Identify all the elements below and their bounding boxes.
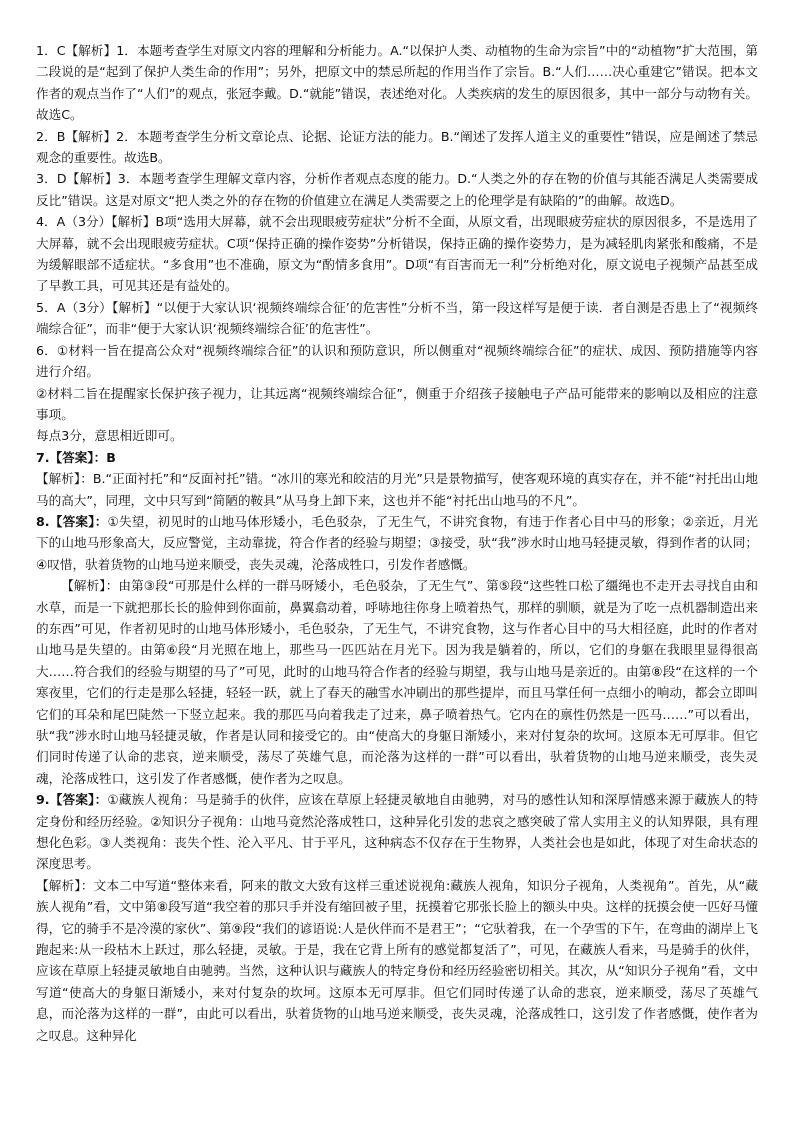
analysis-q7: 【解析】：B.“正面衬托”和“反面衬托”错。“冰川的寒光和皎洁的月光”只是景物描写，使客观环境的真实存在，并不能“衬托出山地马的高大”，同理，文中只写到“简陋的鞍具”从马身上卸下来，这也并不能“衬托出山地马的不凡”。 <box>36 471 758 508</box>
scoring-note: 每点3分，意思相近即可。 <box>36 428 183 444</box>
answer-q5: 5．A（3分）【解析】“以便于大家认识‘视频终端综合征’的危害性”分析不当，第一段这样写是便于读．者自测是否患上了“视频终端综合征”，而非“便于大家认识‘视频终端综合征’的危害性”。 <box>36 299 758 337</box>
answer-text: ①藏族人视角：马是骑手的伙伴，应该在草原上轻捷灵敏地自由驰骋，对马的感性认知和深厚情感来源于藏族人的特定身份和经历经验。②知识分子视角：山地马竟然沦落成牲口，这种异化引发的悲哀之感突破了常人实用主义的认知界限，具有理想化色彩。③人类视角：丧失个性、沦入平凡、甘于平凡，这种病态不仅存在于生物界，人类社会也是如此，体现了对生命状态的深度思考。 <box>36 792 758 872</box>
answer-q3: 3．D【解析】3．本题考查学生理解文章内容，分析作者观点态度的能力。D.“人类之外的存在物的价值与其能否满足人类需要成反比”错误。这是对原文“把人类之外的存在物的价值建立在满足人类需要之上的伦理学是有缺陷的”的曲解。故选D。 <box>36 171 758 208</box>
answer-q7 <box>36 447 758 468</box>
answer-key-page <box>36 40 758 1046</box>
answer-label: 8.【答案】： <box>36 513 108 529</box>
answer-q9 <box>36 789 758 875</box>
answer-label: 7.【答案】： <box>36 449 107 465</box>
answer-q4: 4．A（3分）【解析】B项“选用大屏幕，就不会出现眼疲劳症状”分析不全面，从原文看，出现眼疲劳症状的原因很多，不是选用了大屏幕，就不会出现眼疲劳症状。C项“保持正确的操作姿势”分析错误，保持正确的操作姿势力，是为减轻肌肉紧张和酸痛，不是为缓解眼部不适症状。“多食用”也不准确，原文为“酌情多食用”。D项“有百害而无一利”分析绝对化，原文说电子视频产品甚至成了早教工具，可见其还是有益处的。 <box>36 214 758 294</box>
answer-q2: 2．B【解析】2．本题考查学生分析文章论点、论据、论证方法的能力。B.“阐述了发挥人道主义的重要性”错误，应是阐述了禁忌观念的重要性。故选B。 <box>36 128 758 166</box>
answer-q1: 1．C【解析】1．本题考查学生对原文内容的理解和分析能力。A.“以保护人类、动植物的生命为宗旨”中的“动植物”扩大范围，第二段说的是“起到了保护人类生命的作用”；另外，把原文中的禁忌所起的作用当作了宗旨。B.“人们……决心重建它”错误。把本文作者的观点当作了“人们”的观点，张冠李戴。D.“就能”错误，表述绝对化。人类疾病的发生的原因很多，其中一部分与动物有关。故选C。 <box>36 43 758 123</box>
answer-q6-point2: ②材料二旨在提醒家长保护孩子视力，让其远离“视频终端综合征”，侧重于介绍孩子接触电子产品可能带来的影响以及相应的注意事项。 <box>36 385 758 422</box>
analysis-q8: 【解析】：由第③段“可那是什么样的一群马呀矮小，毛色驳杂，了无生气”、第⑤段“这些牲口松了缰绳也不走开去寻找自由和水草，而是一下就把那长长的脸伸到你面前，鼻翼翕动着，呼哧地往你身上喷着热气，那样的驯顺，就是为了吃一点机器制造出来的东西”可见，作者初见时的山地马体形矮小，毛色驳杂，了无生气，不讲究食物，这与作者心目中的马大相径庭，此时的作者对山地马是失望的。由第⑥段“月光照在地上，那些马一匹匹站在月光下。因为我是躺着的，所以，它们的身躯在我眼里显得很高大……符合我们的经验与期望的马了”可见，此时的山地马符合作者的经验与期望，我与山地马是亲近的。由第⑧段“在这样的一个寒夜里，它们的行走是那么轻捷，轻轻一跃，就上了春天的融雪水冲刷出的那些提岸，而且马掌任何一点细小的响动，都会立即叫它们的耳朵和尾巴陡然一下竖立起来。我的那匹马向着我走了过来，鼻子喷着热气。它内在的禀性仍然是一匹马……”可以看出，驮“我”涉水时山地马轻捷灵敏，作者是认同和接受它的。由“使高大的身躯日渐矮小，来对付复杂的坎坷。这原本无可厚非。但它们同时传递了认命的悲哀，逆来顺受，荡尽了英雄气息，而沦落为这样的一群”可以看出，驮着货物的山地马逆来顺受，丧失灵魂，沦落成牲口，这引发了作者感慨，使作者为之叹息。 <box>36 578 758 786</box>
answer-label: 9.【答案】： <box>36 792 108 808</box>
answer-text: ①失望，初见时的山地马体形矮小，毛色驳杂，了无生气，不讲究食物，有违于作者心目中马的形象；②亲近，月光下的山地马形象高大，反应警觉，主动靠拢，符合作者的经验与期望；③接受，驮“我”涉水时山地马轻捷灵敏，得到作者的认同；④叹惜，驮着货物的山地马逆来顺受，丧失灵魂，沦落成牲口，引发作者感慨。 <box>36 513 758 572</box>
answer-text: B <box>106 449 116 465</box>
answer-q8 <box>36 511 758 575</box>
answer-q6-point1: 6．①材料一旨在提高公众对“视频终端综合征”的认识和预防意识，所以侧重对“视频终端综合征”的症状、成因、预防措施等内容进行介绍。 <box>36 342 758 380</box>
analysis-q9: 【解析】：文本二中写道“整体来看，阿来的散文大致有这样三重述说视角:藏族人视角，知识分子视角，人类视角”。首先，从“藏族人视角”看，文中第⑧段写道“我空着的那只手并没有缩回被子里，抚摸着它那张长脸上的额头中央。这样的抚摸会使一匹好马懂得，它的骑手不是冷漠的家伙”、第⑨段“我们的谚语说:人是伙伴而不是君王”；“它驮着我，在一个孕雪的下午，在弯曲的湖岸上飞跑起来:从一段枯木上跃过，那么轻捷，灵敏。于是，我在它背上所有的感觉都复活了”，可见，在藏族人看来，马是骑手的伙伴，应该在草原上轻捷灵敏地自由驰骋。当然，这种认识与藏族人的特定身份和经历经验密切相关。其次，从“知识分子视角”看，文中写道“使高大的身躯日渐矮小，来对付复杂的坎坷。这原本无可厚非。但它们同时传递了认命的悲哀，逆来顺受，荡尽了英雄气息，而沦落为这样的一群”，由此可以看出，驮着货物的山地马逆来顺受，丧失灵魂，沦落成牲口，这引发了作者感慨，使作者为之叹息。这种异化 <box>36 877 758 1043</box>
